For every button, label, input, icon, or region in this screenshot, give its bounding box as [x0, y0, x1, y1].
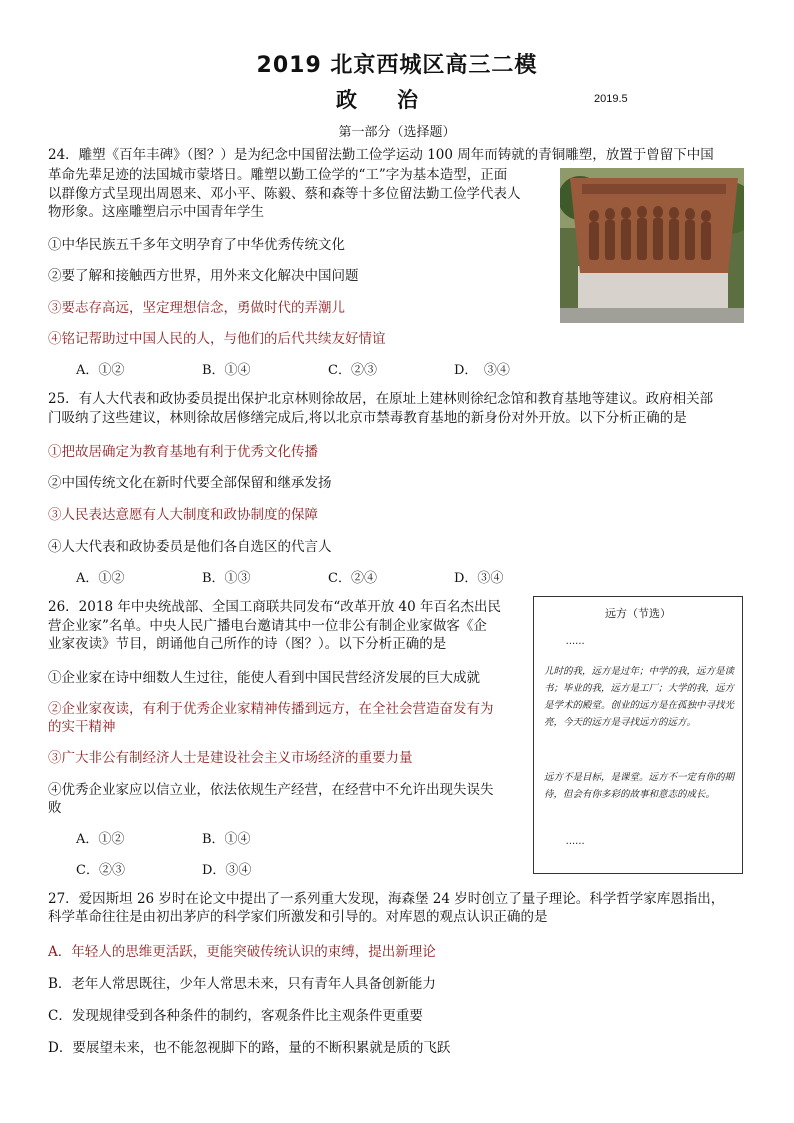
- q24-option-4: ④铭记帮助过中国人民的人，与他们的后代共续友好情谊: [48, 331, 386, 347]
- q24-choice-b: B．①④: [202, 363, 251, 378]
- subject-title: 政治: [336, 88, 458, 112]
- q25-choice-d: D．③④: [454, 571, 504, 586]
- q26-option-4-line2: 败: [48, 800, 62, 816]
- q27-stem-line1: 27．爱因斯坦 26 岁时在论文中提出了一系列重大发现，海森堡 24 岁时创立了量子理论。科学哲学家库恩指出，: [48, 891, 725, 907]
- q24-choice-d: D． ③④: [454, 363, 510, 378]
- poem-title: 远方（节选）: [605, 607, 671, 620]
- poem-stanza-1: 儿时的我，远方是过年；中学的我，远方是读书；毕业的我，远方是工厂；大学的我，远方是学术的殿堂。创业的远方是在孤独中寻找光亮，今天的远方是寻找远方的远方。: [544, 666, 735, 728]
- q27-option-b: B．老年人常思既往，少年人常思未来，只有青年人具备创新能力: [48, 976, 436, 992]
- q24-option-2: ②要了解和接触西方世界，用外来文化解决中国问题: [48, 268, 359, 284]
- q25-stem-line1: 25．有人大代表和政协委员提出保护北京林则徐故居，在原址上建林则徐纪念馆和教育基地等建议。政府相关部: [48, 391, 714, 407]
- q25-choice-c: C．②④: [328, 571, 377, 586]
- q25-option-4: ④人大代表和政协委员是他们各自选区的代言人: [48, 539, 332, 555]
- q24-option-1: ①中华民族五千多年文明孕育了中华优秀传统文化: [48, 237, 345, 253]
- q25-choice-b: B．①③: [202, 571, 251, 586]
- q26-stem-line3: 业家夜读》节目，朗诵他自己所作的诗（图？）。以下分析正确的是: [48, 636, 447, 652]
- q25-option-1: ①把故居确定为教育基地有利于优秀文化传播: [48, 444, 318, 460]
- q27-option-d: D．要展望未来，也不能忽视脚下的路，量的不断积累就是质的飞跃: [48, 1040, 451, 1056]
- sculpture-photo: [560, 168, 744, 323]
- q26-option-1: ①企业家在诗中细数人生过往，能使人看到中国民营经济发展的巨大成就: [48, 670, 480, 686]
- q27-option-c: C．发现规律受到各种条件的制约，客观条件比主观条件更重要: [48, 1008, 423, 1024]
- q24-stem-line3: 以群像方式呈现出周恩来、邓小平、陈毅、蔡和森等十多位留法勤工俭学代表人: [48, 186, 521, 202]
- poem-ellipsis-bottom: ……: [566, 836, 585, 847]
- poem-box: [533, 596, 743, 874]
- q26-option-2-line1: ②企业家夜读，有利于优秀企业家精神传播到远方，在全社会营造奋发有为: [48, 701, 494, 717]
- q24-stem-line2: 革命先辈足迹的法国城市蒙塔日。雕塑以勤工俭学的“工”字为基本造型，正面: [48, 167, 508, 183]
- q26-choice-c: C．②③: [76, 863, 125, 878]
- q25-option-2: ②中国传统文化在新时代要全部保留和继承发扬: [48, 475, 332, 491]
- section-heading: 第一部分（选择题）: [338, 125, 456, 140]
- sculpture-illustration: [560, 168, 744, 323]
- page-title: 2019 北京西城区高三二模: [256, 53, 538, 78]
- q25-option-3: ③人民表达意愿有人大制度和政协制度的保障: [48, 507, 318, 523]
- poem-stanza-2: 远方不是目标，是课堂。远方不一定有你的期待，但会有你多彩的故事和意志的成长。: [544, 772, 735, 800]
- q24-choice-a: A．①②: [76, 363, 125, 378]
- q26-option-4-line1: ④优秀企业家应以信立业，依法依规生产经营，在经营中不允许出现失误失: [48, 782, 494, 798]
- q25-choice-a: A．①②: [76, 571, 125, 586]
- q24-choices: [76, 359, 510, 378]
- q24-stem-line1: 24．雕塑《百年丰碑》（图？）是为纪念中国留法勤工俭学运动 100 周年而铸就的青铜雕塑，放置于曾留下中国: [48, 147, 714, 163]
- q24-option-3: ③要志存高远，坚定理想信念，勇做时代的弄潮儿: [48, 300, 345, 316]
- exam-date: 2019.5: [594, 93, 628, 105]
- q25-choices: [76, 567, 503, 586]
- q26-option-2-line2: 的实干精神: [48, 719, 116, 735]
- q26-choices-row1: [76, 828, 251, 847]
- q26-choice-b: B．①④: [202, 832, 251, 847]
- q27-stem-line2: 科学革命往往是由初出茅庐的科学家们所激发和引导的。对库恩的观点认识正确的是: [48, 909, 548, 925]
- q24-stem-line4: 物形象。这座雕塑启示中国青年学生: [48, 204, 264, 220]
- q26-choice-a: A．①②: [76, 832, 125, 847]
- q26-option-3: ③广大非公有制经济人士是建设社会主义市场经济的重要力量: [48, 750, 413, 766]
- q26-choice-d: D．③④: [202, 863, 252, 878]
- q26-stem-line1: 26．2018 年中央统战部、全国工商联共同发布“改革开放 40 年百名杰出民: [48, 599, 501, 615]
- q26-choices-row2: [76, 859, 251, 878]
- q24-choice-c: C．②③: [328, 363, 377, 378]
- q25-stem-line2: 门吸纳了这些建议，林则徐故居修缮完成后,将以北京市禁毒教育基地的新身份对外开放。以下分析正确的是: [48, 410, 687, 426]
- q26-stem-line2: 营企业家”名单。中央人民广播电台邀请其中一位非公有制企业家做客《企: [48, 618, 487, 634]
- poem-ellipsis-top: ……: [566, 636, 585, 647]
- q27-option-a: A．年轻人的思维更活跃，更能突破传统认识的束缚，提出新理论: [48, 944, 436, 960]
